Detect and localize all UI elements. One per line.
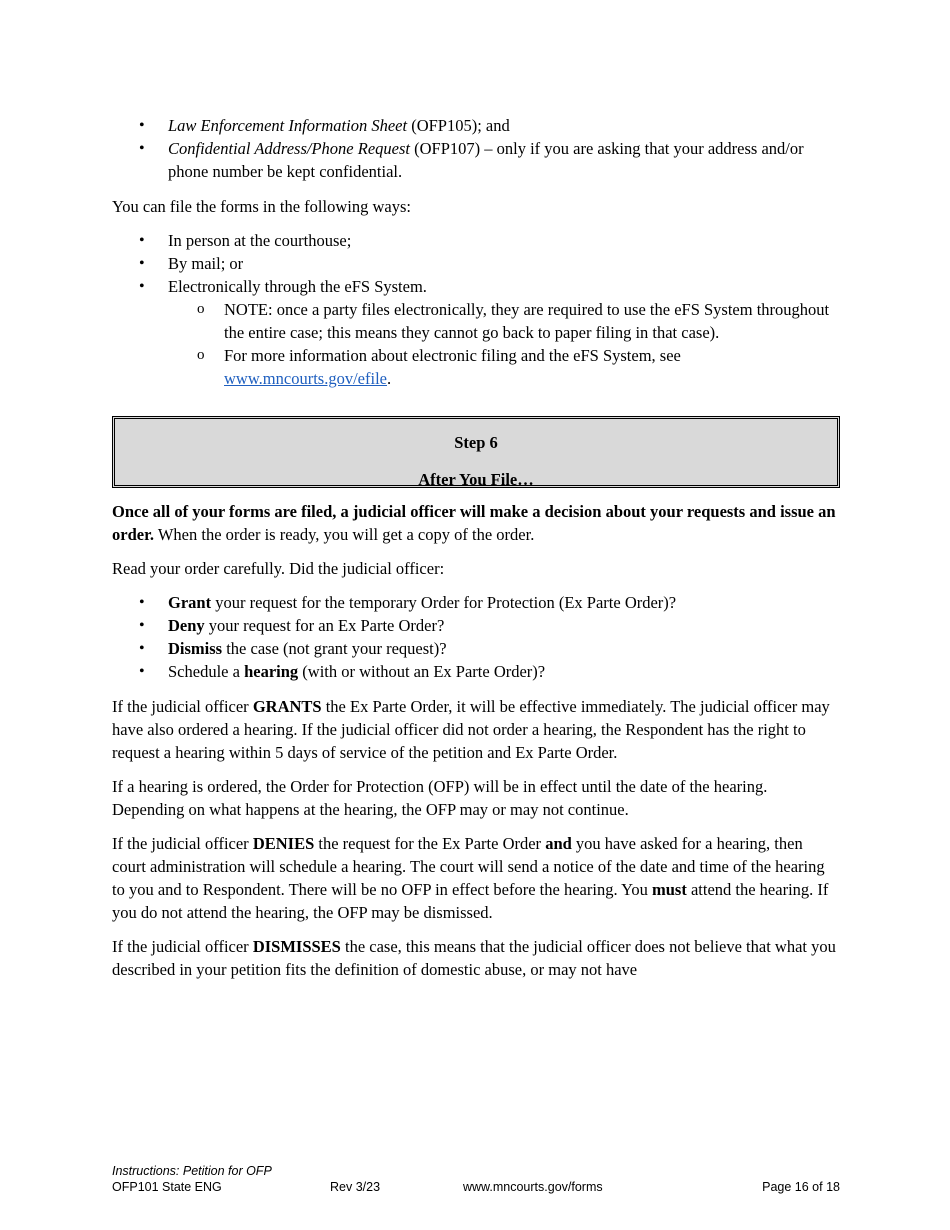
step-6-header (112, 416, 840, 488)
list-item: • Electronically through the eFS System. o NOTE: once a party files electronically, they are required to use the eFS System throughout the entire case; this means they cannot go back to paper filing in that case). o For more information about electronic filing and the eFS System, see www.mncourts.gov/efile. (168, 275, 840, 390)
document-body (112, 114, 840, 992)
list-item: • Law Enforcement Information Sheet (OFP105); and (168, 114, 840, 137)
file-ways-intro: You can file the forms in the following ways: (112, 197, 411, 216)
dismisses-paragraph: If the judicial officer DISMISSES the case, this means that the judicial officer does not believe that what you described in your petition fits the definition of domestic abuse, or may not have (112, 937, 836, 979)
footer-rev: Rev 3/23 (330, 1180, 381, 1194)
list-item: • Deny your request for an Ex Parte Order? (168, 614, 840, 637)
footer-url: www.mncourts.gov/forms (463, 1180, 603, 1194)
efile-link[interactable]: www.mncourts.gov/efile (224, 369, 387, 388)
footer-page-number: Page 16 of 18 (762, 1180, 840, 1194)
forms-list (112, 114, 840, 183)
options-list (112, 591, 840, 683)
intro-paragraph: Once all of your forms are filed, a judicial officer will make a decision about your requests and issue an order. When the order is ready, you will get a copy of the order. (112, 502, 836, 544)
hearing-ordered-paragraph: If a hearing is ordered, the Order for Protection (OFP) will be in effect until the date of the hearing. Depending on what happens at the hearing, the OFP may or may not continue. (112, 777, 768, 819)
footer-details (112, 1179, 840, 1195)
sub-list-item: o For more information about electronic filing and the eFS System, see www.mncourts.gov/efile. (224, 344, 840, 390)
list-item: • Schedule a hearing (with or without an Ex Parte Order)? (168, 660, 840, 683)
denies-paragraph: If the judicial officer DENIES the request for the Ex Parte Order and you have asked for a hearing, then court administration will schedule a hearing. The court will send a notice of the date and time of the hearing to you and to Respondent. There will be no OFP in effect before the hearing. You must attend the hearing. If you do not attend the hearing, the OFP may be dismissed. (112, 834, 829, 922)
list-item: • Grant your request for the temporary Order for Protection (Ex Parte Order)? (168, 591, 840, 614)
step-subtitle: After You File… (418, 470, 534, 489)
grants-paragraph: If the judicial officer GRANTS the Ex Parte Order, it will be effective immediately. The judicial officer may have also ordered a hearing. If the judicial officer did not order a hearing, the Respondent has the right to request a hearing within 5 days of service of the petition and Ex Parte Order. (112, 697, 830, 762)
step-title: Step 6 (454, 433, 498, 452)
page-footer (112, 1163, 840, 1195)
list-item: • In person at the courthouse; (168, 229, 840, 252)
list-item: • Confidential Address/Phone Request (OFP107) – only if you are asking that your address and/or phone number be kept confidential. (168, 137, 840, 183)
sub-list-item: o NOTE: once a party files electronically, they are required to use the eFS System throughout the entire case; this means they cannot go back to paper filing in that case). (224, 298, 840, 344)
file-ways-list (112, 229, 840, 390)
read-order-paragraph: Read your order carefully. Did the judicial officer: (112, 559, 445, 578)
footer-title: Instructions: Petition for OFP (112, 1164, 272, 1178)
efs-notes (168, 298, 840, 390)
footer-form-id: OFP101 State ENG (112, 1180, 222, 1194)
list-item: • Dismiss the case (not grant your request)? (168, 637, 840, 660)
list-item: • By mail; or (168, 252, 840, 275)
